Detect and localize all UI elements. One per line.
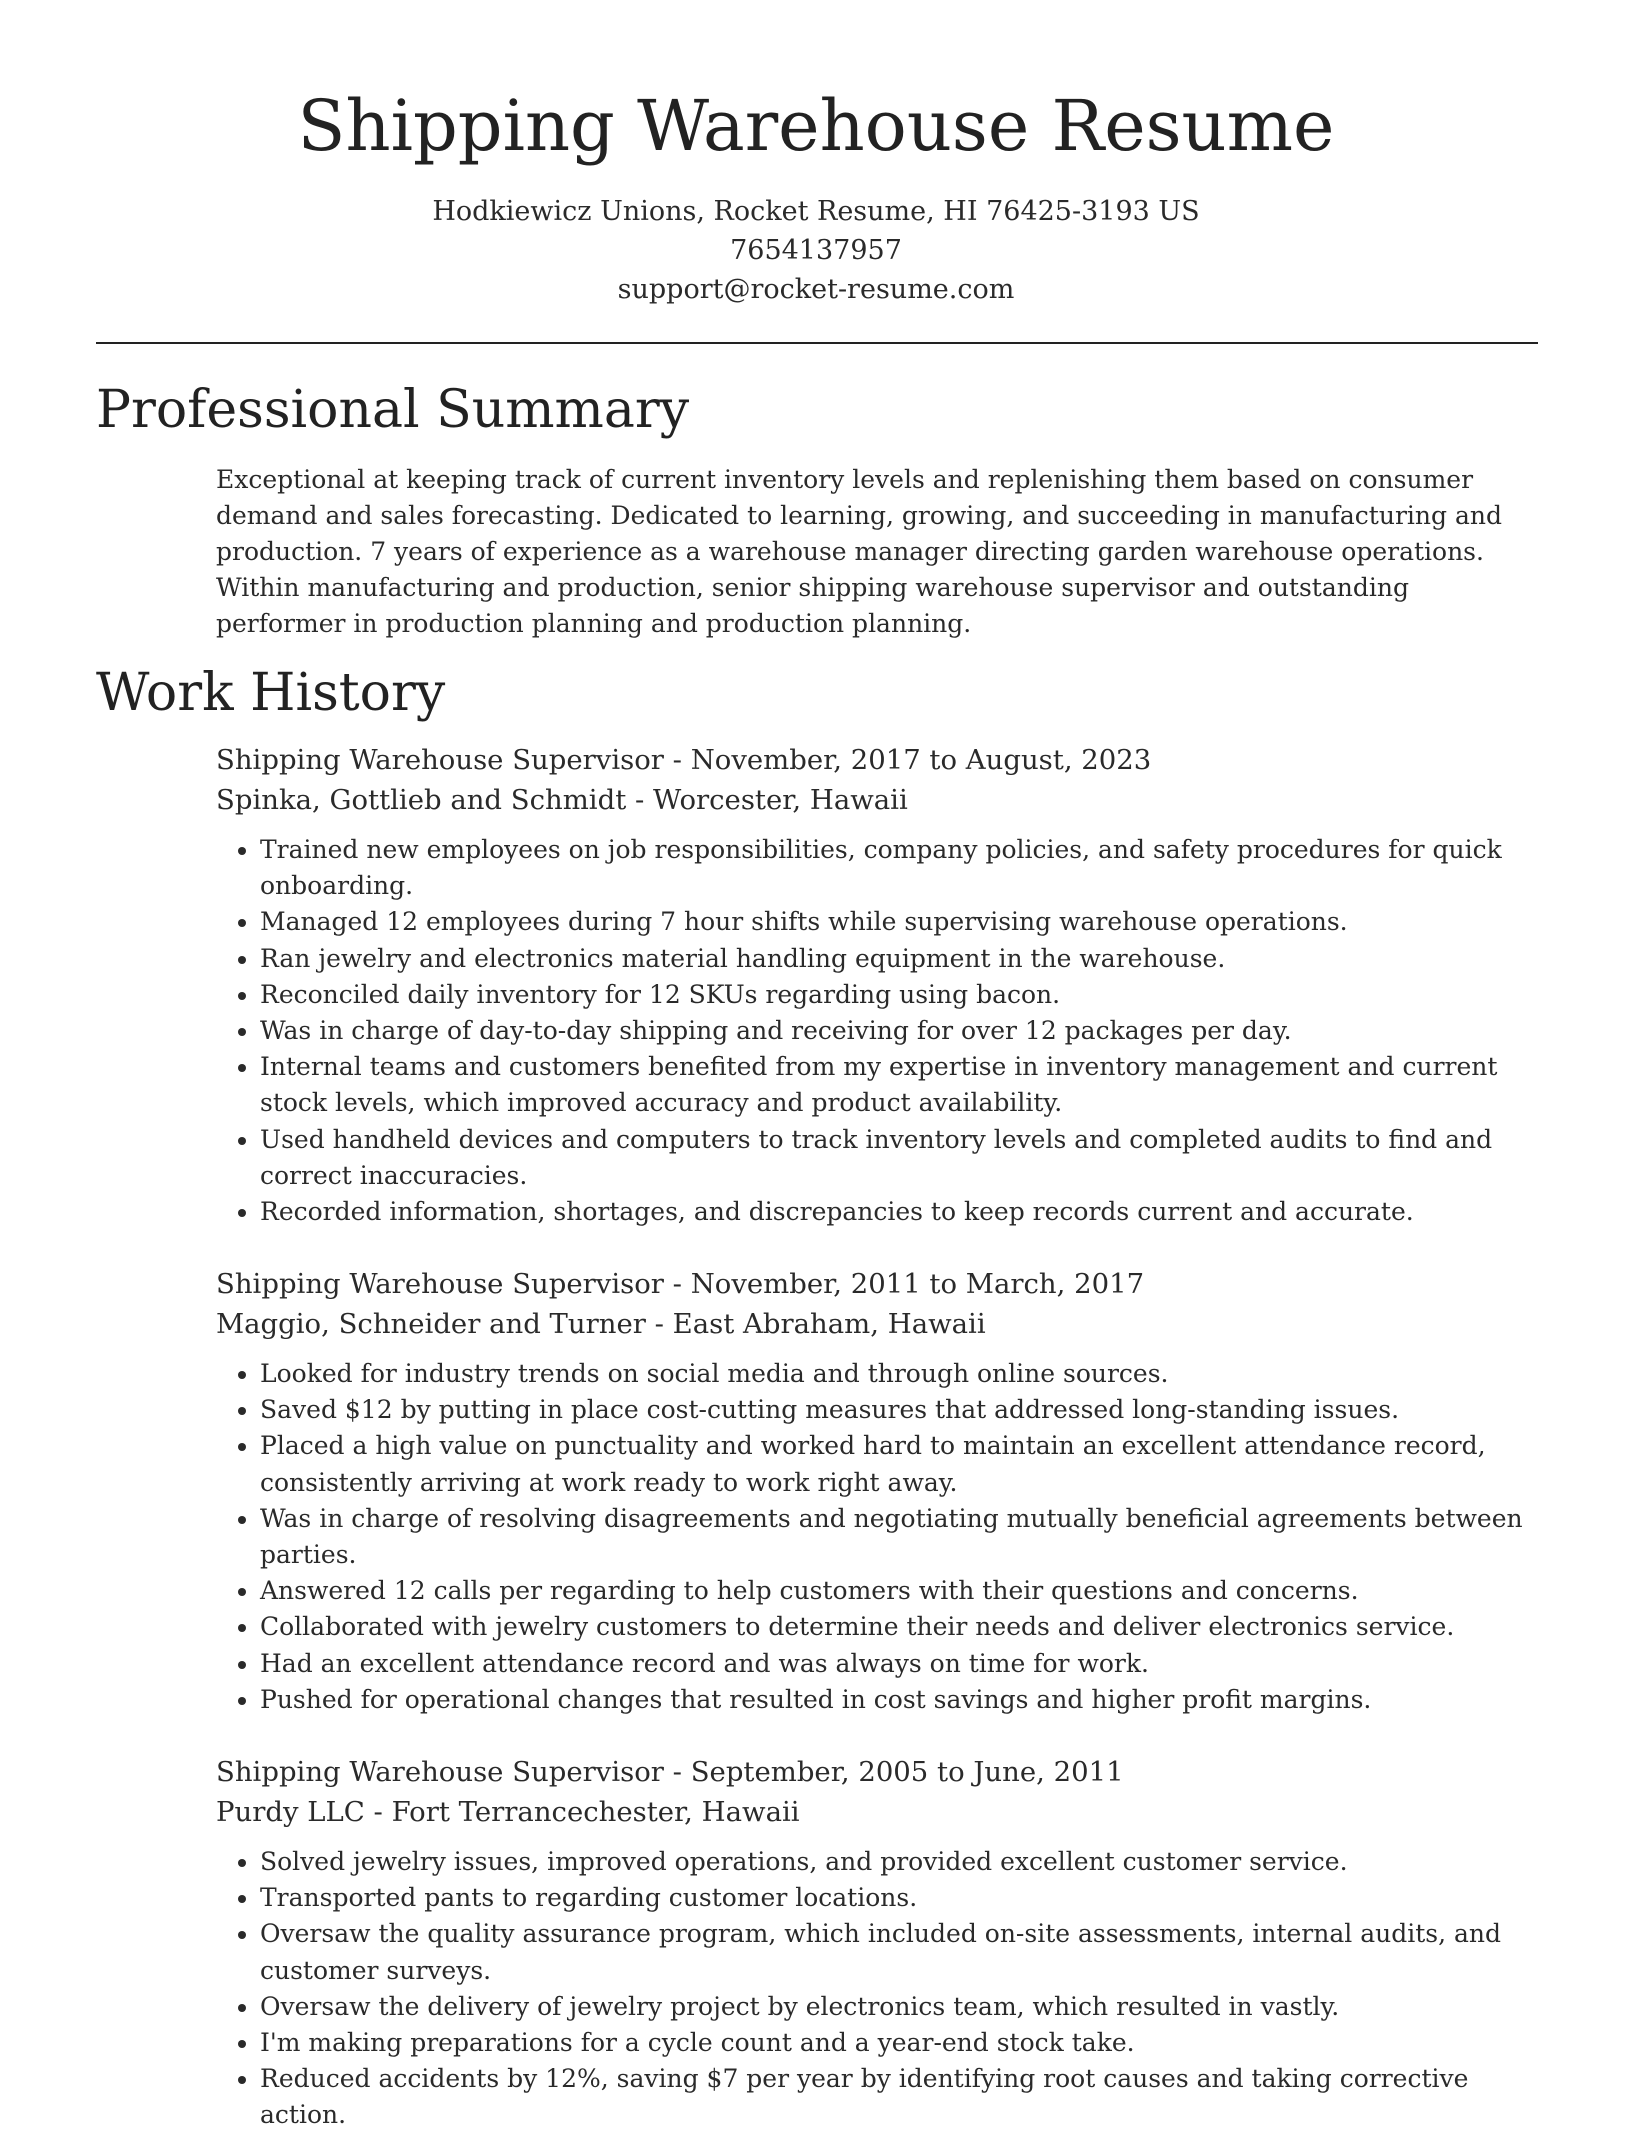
job-bullet: • Answered 12 calls per regarding to help customers with their questions and concerns. bbox=[260, 1573, 1542, 1609]
job-location: - East Abraham, Hawaii bbox=[645, 1308, 986, 1340]
job-entry-3 bbox=[216, 1752, 1542, 2134]
job-company: Purdy LLC bbox=[216, 1796, 365, 1828]
job-bullet: • Used handheld devices and computers to track inventory levels and completed audits to find and correct inaccuracies. bbox=[260, 1122, 1542, 1194]
job-bullet: • Collaborated with jewelry customers to determine their needs and deliver electronics service. bbox=[260, 1609, 1542, 1645]
job-company-line bbox=[216, 1792, 1542, 1832]
job-bullet: • Had an excellent attendance record and was always on time for work. bbox=[260, 1646, 1542, 1682]
work-history-heading: Work History bbox=[96, 663, 446, 723]
job-bullet: • Solved jewelry issues, improved operations, and provided excellent customer service. bbox=[260, 1844, 1542, 1880]
summary-heading: Professional Summary bbox=[96, 380, 690, 440]
contact-phone: 7654137957 bbox=[730, 235, 902, 266]
job-bullet: • Was in charge of day-to-day shipping and receiving for over 12 packages per day. bbox=[260, 1013, 1542, 1049]
job-entry-2 bbox=[216, 1264, 1542, 1718]
job-company: Spinka, Gottlieb and Schmidt bbox=[216, 784, 627, 816]
job-bullets bbox=[216, 1844, 1542, 2134]
job-bullet: • Ran jewelry and electronics material handling equipment in the warehouse. bbox=[260, 941, 1542, 977]
job-bullet: • Was in charge of resolving disagreements and negotiating mutually beneficial agreements between parties. bbox=[260, 1501, 1542, 1573]
job-dates: - November, 2011 to March, 2017 bbox=[663, 1268, 1145, 1300]
job-bullets bbox=[216, 832, 1542, 1230]
job-location: - Worcester, Hawaii bbox=[626, 784, 908, 816]
job-bullet: • I'm making preparations for a cycle count and a year-end stock take. bbox=[260, 2025, 1542, 2061]
job-bullet: • Recorded information, shortages, and discrepancies to keep records current and accurate. bbox=[260, 1194, 1542, 1230]
job-location: - Fort Terrancechester, Hawaii bbox=[364, 1796, 800, 1828]
job-bullet: • Reduced accidents by 12%, saving $7 per year by identifying root causes and taking corrective action. bbox=[260, 2061, 1542, 2133]
job-company-line bbox=[216, 1304, 1542, 1344]
job-company: Maggio, Schneider and Turner bbox=[216, 1308, 646, 1340]
resume-header bbox=[0, 0, 1632, 309]
job-bullet: • Managed 12 employees during 7 hour shifts while supervising warehouse operations. bbox=[260, 904, 1542, 940]
job-title: Shipping Warehouse Supervisor bbox=[216, 744, 664, 776]
job-bullet: • Oversaw the delivery of jewelry project by electronics team, which resulted in vastly. bbox=[260, 1989, 1542, 2025]
job-bullet: • Trained new employees on job responsibilities, company policies, and safety procedures for quick onboarding. bbox=[260, 832, 1542, 904]
job-bullet: • Transported pants to regarding customer locations. bbox=[260, 1880, 1542, 1916]
job-title: Shipping Warehouse Supervisor bbox=[216, 1268, 664, 1300]
contact-address: Hodkiewicz Unions, Rocket Resume, HI 76425-3193 US bbox=[432, 196, 1200, 227]
summary-text: Exceptional at keeping track of current inventory levels and replenishing them based on consumer demand and sales forecasting. Dedicated to learning, growing, and succeeding in manufacturing and production. 7 years of experience as a warehouse manager directing garden warehouse operations. Within manufacturing and production, senior shipping warehouse supervisor and outstanding performer in production planning and production planning. bbox=[216, 465, 1502, 638]
header-divider bbox=[96, 342, 1538, 344]
job-dates: - September, 2005 to June, 2011 bbox=[663, 1756, 1124, 1788]
contact-email: support@rocket-resume.com bbox=[617, 274, 1015, 305]
job-bullet: • Reconciled daily inventory for 12 SKUs regarding using bacon. bbox=[260, 977, 1542, 1013]
job-title-line bbox=[216, 1264, 1542, 1304]
job-title-line bbox=[216, 740, 1542, 780]
contact-info bbox=[0, 192, 1632, 309]
job-title: Shipping Warehouse Supervisor bbox=[216, 1756, 664, 1788]
job-bullet: • Internal teams and customers benefited from my expertise in inventory management and current stock levels, which improved accuracy and product availability. bbox=[260, 1049, 1542, 1121]
job-company-line bbox=[216, 780, 1542, 820]
page-title: Shipping Warehouse Resume bbox=[297, 85, 1335, 167]
job-title-line bbox=[216, 1752, 1542, 1792]
job-dates: - November, 2017 to August, 2023 bbox=[663, 744, 1152, 776]
job-bullet: • Saved $12 by putting in place cost-cutting measures that addressed long-standing issues. bbox=[260, 1392, 1542, 1428]
job-bullet: • Oversaw the quality assurance program, which included on-site assessments, internal audits, and customer surveys. bbox=[260, 1916, 1542, 1988]
job-entry-1 bbox=[216, 740, 1542, 1230]
job-bullets bbox=[216, 1356, 1542, 1718]
job-bullet: • Pushed for operational changes that resulted in cost savings and higher profit margins. bbox=[260, 1682, 1542, 1718]
job-bullet: • Looked for industry trends on social media and through online sources. bbox=[260, 1356, 1542, 1392]
job-bullet: • Placed a high value on punctuality and worked hard to maintain an excellent attendance record, consistently arriving at work ready to work right away. bbox=[260, 1428, 1542, 1500]
